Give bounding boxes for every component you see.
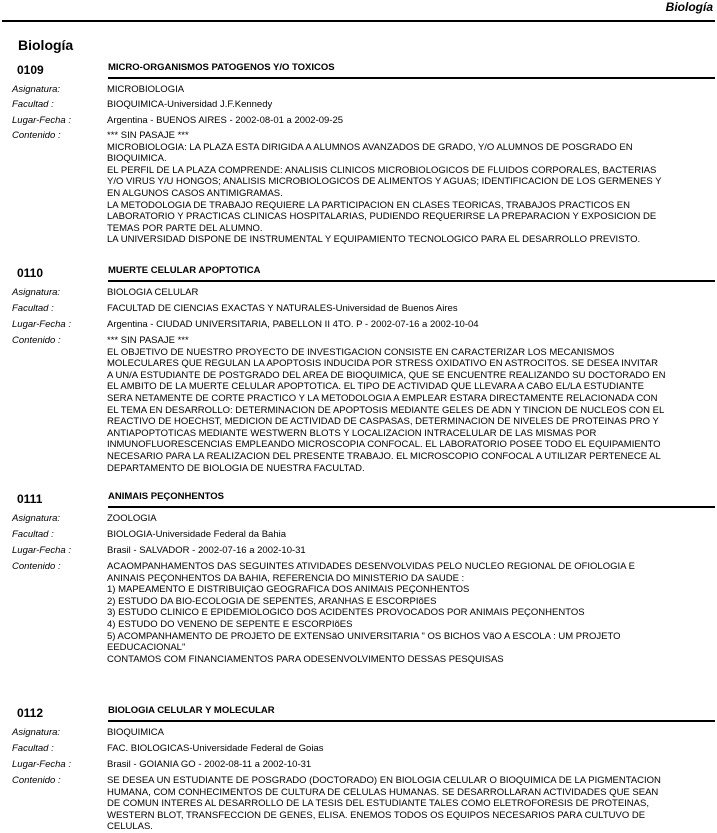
- lugar-fecha-value: Argentina - CIUDAD UNIVERSITARIA, PABELLON II 4TO. P - 2002-07-16 a 2002-10-04: [107, 319, 479, 330]
- asignatura-label: Asignatura:: [12, 84, 61, 95]
- entry-code: 0109: [17, 63, 44, 77]
- facultad-label: Facultad :: [12, 303, 54, 314]
- contenido-label: Contenido :: [12, 561, 61, 572]
- facultad-label: Facultad :: [12, 529, 54, 540]
- lugar-fecha-value: Argentina - BUENOS AIRES - 2002-08-01 a 2002-09-25: [107, 115, 344, 126]
- entry-code: 0111: [17, 492, 43, 506]
- asignatura-label: Asignatura:: [12, 727, 61, 738]
- entry-title: ANIMAIS PEÇONHENTOS: [108, 491, 224, 502]
- facultad-label: Facultad :: [12, 99, 54, 110]
- contenido-text: ACAOMPANHAMENTOS DAS SEGUINTES ATIVIDADES DESENVOLVIDAS PELO NUCLEO REGIONAL DE OFIOLOGIA E ANINAIS PEÇONHENTOS DA BAHIA, REFERENCIA DO MINISTERIO DA SAUDE : 1) MAPEAMENTO E DISTRIBUIÇãO GEOGRAFICA DOS ANIMAIS PEÇONHENTOS 2) ESTUDO DA BIO-ECOLOGIA DE SEPENTES, ARANHAS E ESCORPIõES 3) ESTUDO CLINICO E EPIDEMIOLOGICO DOS ACIDENTES PROVOCADOS POR ANIMAIS PEÇONHENTOS 4) ESTUDO DO VENENO DE SEPENTE E ESCORPIõES 5) ACOMPANHAMENTO DE PROJETO DE EXTENSãO UNIVERSITARIA " OS BICHOS VãO A ESCOLA : UM PROJETO EEDUCACIONAL" CONTAMOS COM FINANCIAMENTOS PARA ODESENVOLVIMENTO DESSAS PESQUISAS: [107, 561, 635, 665]
- asignatura-value: ZOOLOGIA: [107, 513, 157, 524]
- contenido-label: Contenido :: [12, 775, 61, 786]
- lugar-fecha-label: Lugar-Fecha :: [12, 759, 71, 770]
- entry-title: MICRO-ORGANISMOS PATOGENOS Y/O TOXICOS: [108, 62, 335, 73]
- entry-title: BIOLOGIA CELULAR Y MOLECULAR: [108, 705, 275, 716]
- section-title: Biología: [18, 37, 74, 53]
- contenido-text: SE DESEA UN ESTUDIANTE DE POSGRADO (DOCTORADO) EN BIOLOGIA CELULAR O BIOQUIMICA DE LA PIGMENTACION HUMANA, COM CONHECIMENTOS DE CULTURA DE CELULAS HUMANAS. SE DESARROLLARAN ACTIVIDADES QUE SEAN DE COMUN INTERES AL DESARROLLO DE LA TESIS DEL ESTUDIANTE TALES COMO ELETROFORESIS DE PROTEINAS, WESTERN BLOT, TRANSFECCION DE GENES, ELISA. ENEMOS TODOS OS EQUIPOS NECESARIOS PARA CULTUVO DE CELULAS.: [107, 775, 661, 833]
- header-divider: [2, 20, 715, 22]
- contenido-text: *** SIN PASAJE *** MICROBIOLOGIA: LA PLAZA ESTA DIRIGIDA A ALUMNOS AVANZADOS DE GRADO, Y/O ALUMNOS DE POSGRADO EN BIOQUIMICA. EL PERFIL DE LA PLAZA COMPRENDE: ANALISIS CLINICOS MICROBIOLOGICOS DE FLUIDOS CORPORALES, BACTERIAS Y/O VIRUS Y/U HONGOS; ANALISIS MICROBIOLOGICOS DE ALIMENTOS Y AGUAS; IDENTIFICACION DE LOS GERMENES Y EN ALGUNOS CASOS ANTIMIGRAMAS. LA METODOLOGIA DE TRABAJO REQUIERE LA PARTICIPACION EN CLASES TEORICAS, TRABAJOS PRACTICOS EN LABORATORIO Y PRACTICAS CLINICAS HOSPITALARIAS, PUDIENDO REQUERIRSE LA PREPARACION Y EXPOSICION DE TEMAS POR PARTE DEL ALUMNO. LA UNIVERSIDAD DISPONE DE INSTRUMENTAL Y EQUIPAMIENTO TECNOLOGICO PARA EL DESARROLLO PREVISTO.: [107, 130, 662, 246]
- asignatura-value: MICROBIOLOGIA: [107, 84, 185, 95]
- asignatura-value: BIOLOGIA CELULAR: [107, 287, 199, 298]
- asignatura-label: Asignatura:: [12, 287, 61, 298]
- entry-code: 0112: [17, 706, 44, 720]
- facultad-value: BIOLOGIA-Universidade Federal da Bahia: [107, 529, 287, 540]
- lugar-fecha-label: Lugar-Fecha :: [12, 545, 71, 556]
- asignatura-label: Asignatura:: [12, 513, 61, 524]
- entry-divider: [108, 506, 715, 508]
- contenido-text: *** SIN PASAJE *** EL OBJETIVO DE NUESTRO PROYECTO DE INVESTIGACION CONSISTE EN CARACTERIZAR LOS MECANISMOS MOLECULARES QUE REGULAN LA APOPTOSIS INDUCIDA POR STRESS OXIDATIVO EN ASTROCITOS. SE DESEA INVITAR A UN/A ESTUDIANTE DE POSTGRADO DEL AREA DE BIOQUIMICA, QUE SE ENCUENTRE REALIZANDO SU DOCTORADO EN EL AMBITO DE LA MUERTE CELULAR APOPTOTICA. EL TIPO DE ACTIVIDAD QUE LLEVARA A CABO EL/LA ESTUDIANTE SERA NETAMENTE DE CORTE PRACTICO Y LA METODOLOGIA A EMPLEAR ESTARA DIRECTAMENTE RELACIONADA CON EL TEMA EN DESARROLLO: DETERMINACION DE APOPTOSIS MEDIANTE GELES DE ADN Y TINCION DE NUCLEOS CON EL REACTIVO DE HOECHST, MEDICION DE ACTIVIDAD DE CASPASAS, DETERMINACION DE NIVELES DE PROTEINAS PRO Y ANTIAPOPTOTICAS MEDIANTE WESTWERN BLOTS Y LOCALIZACION INTRACELULAR DE LAS MISMAS POR INMUNOFLUORESCENCIAS EMPLEANDO MICROSCOPIA CONFOCAL. EL LABORATORIO POSEE TODO EL EQUIPAMIENTO NECESARIO PARA LA REALIZACION DEL PRESENTE TRABAJO. EL MICROSCOPIO CONFOCAL A UTILIZAR PERTENECE AL DEPARTAMENTO DE BIOLOGIA DE NUESTRA FACULTAD.: [107, 335, 666, 474]
- page-header-title: Biología: [665, 0, 713, 14]
- entry-title: MUERTE CELULAR APOPTOTICA: [108, 265, 261, 276]
- entry-code: 0110: [17, 266, 44, 280]
- asignatura-value: BIOQUIMICA: [107, 727, 165, 738]
- facultad-value: FAC. BIOLOGICAS-Universidade Federal de Goias: [107, 743, 324, 754]
- facultad-value: BIOQUIMICA-Universidad J.F.Kennedy: [107, 99, 273, 110]
- entry-divider: [108, 77, 715, 79]
- lugar-fecha-value: Brasil - SALVADOR - 2002-07-16 a 2002-10-31: [107, 545, 306, 556]
- contenido-label: Contenido :: [12, 130, 61, 141]
- facultad-label: Facultad :: [12, 743, 54, 754]
- lugar-fecha-label: Lugar-Fecha :: [12, 115, 71, 126]
- facultad-value: FACULTAD DE CIENCIAS EXACTAS Y NATURALES-Universidad de Buenos Aires: [107, 303, 458, 314]
- lugar-fecha-value: Brasil - GOIANIA GO - 2002-08-11 a 2002-10-31: [107, 759, 312, 770]
- entry-divider: [108, 280, 715, 282]
- contenido-label: Contenido :: [12, 335, 61, 346]
- lugar-fecha-label: Lugar-Fecha :: [12, 319, 71, 330]
- entry-divider: [108, 720, 715, 722]
